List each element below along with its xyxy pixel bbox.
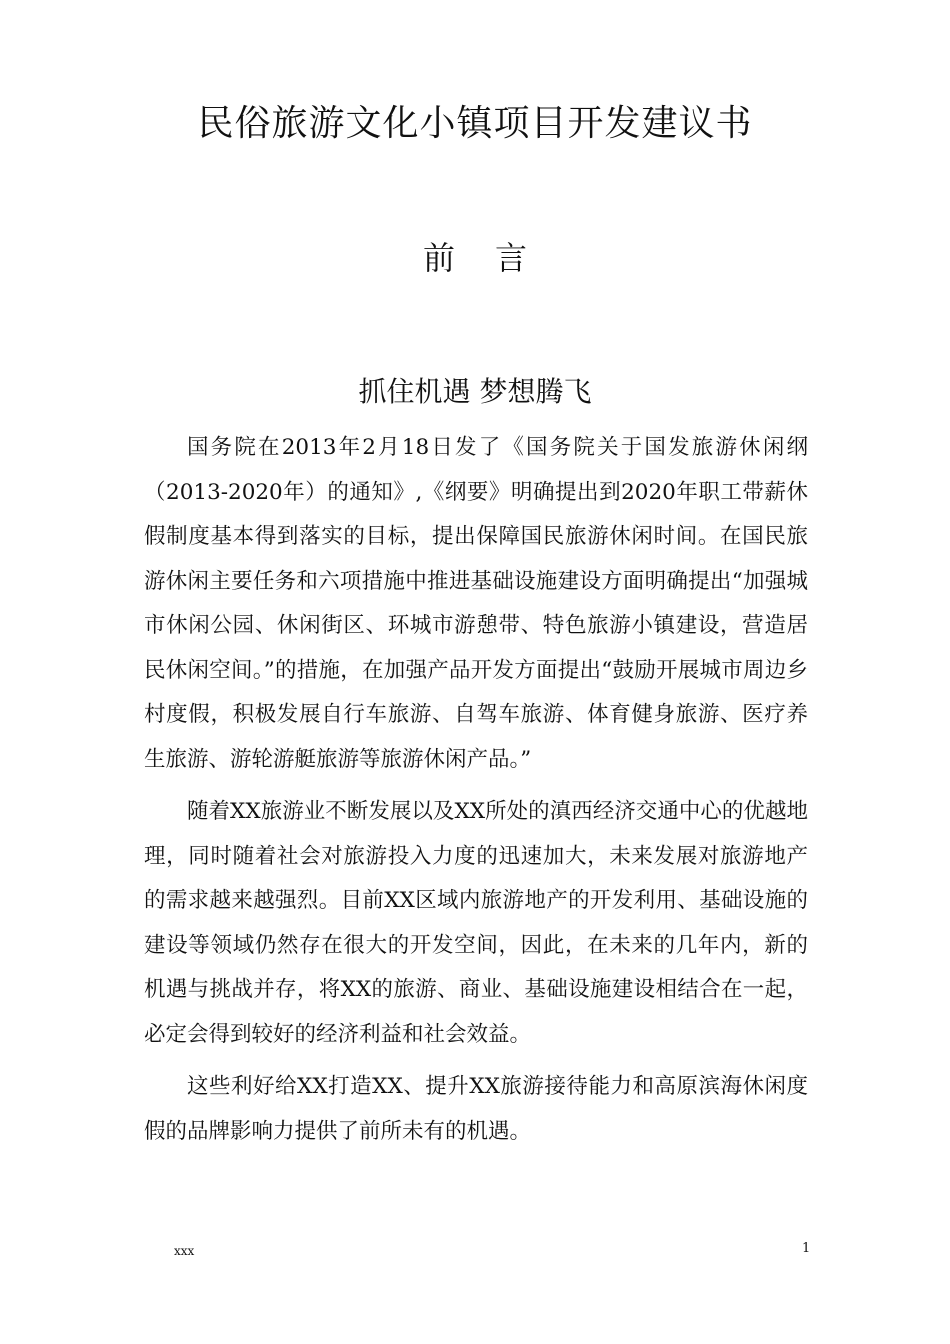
section-heading: 抓住机遇 梦想腾飞 <box>358 375 592 408</box>
page-number: 1 <box>802 1241 811 1256</box>
paragraph: 随着XX旅游业不断发展以及XX所处的滇西经济交通中心的优越地理，同时随着社会对旅游投入力度的迅速加大，未来发展对旅游地产的需求越来越强烈。目前XX区域内旅游地产的开发利用、基础设施的建设等领域仍然存在很大的开发空间，因此，在未来的几年内，新的机遇与挑战并存，将XX的旅游、商业、基础设施建设相结合在一起，必定会得到较好的经济利益和社会效益。 <box>144 799 808 1047</box>
document-title: 民俗旅游文化小镇项目开发建议书 <box>197 103 753 144</box>
footer-left-text: xxx <box>174 1244 195 1258</box>
paragraph: 这些利好给XX打造XX、提升XX旅游接待能力和高原滨海休闲度假的品牌影响力提供了前所未有的机遇。 <box>144 1074 808 1144</box>
paragraph: 国务院在2013年2月18日发了《国务院关于国发旅游休闲纲（2013-2020年）的通知》,《纲要》明确提出到2020年职工带薪休假制度基本得到落实的目标，提出保障国民旅游休闲时间。在国民旅游休闲主要任务和六项措施中推进基础设施建设方面明确提出“加强城市休闲公园、休闲街区、环城市游憩带、特色旅游小镇建设，营造居民休闲空间。”的措施，在加强产品开发方面提出“鼓励开展城市周边乡村度假，积极发展自行车旅游、自驾车旅游、体育健身旅游、医疗养生旅游、游轮游艇旅游等旅游休闲产品。” <box>144 435 808 772</box>
preface-heading: 前言 <box>422 239 567 277</box>
body-text <box>144 426 808 1162</box>
